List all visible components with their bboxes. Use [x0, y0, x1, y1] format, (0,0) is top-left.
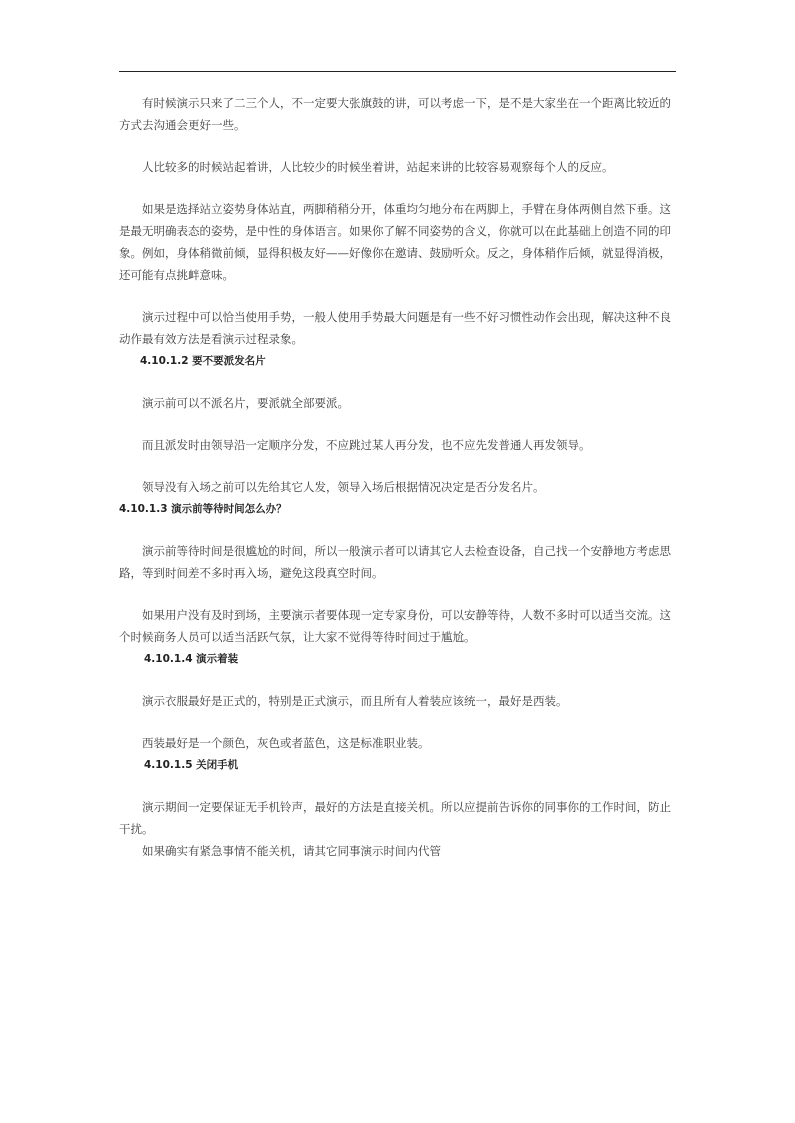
paragraph: 演示前等待时间是很尴尬的时间，所以一般演示者可以请其它人去检查设备，自己找一个安静地方考虑思路，等到时间差不多时再入场，避免这段真空时间。 [119, 544, 671, 580]
paragraph: 领导没有入场之前可以先给其它人发，领导入场后根据情况决定是否分发名片。 [142, 480, 545, 494]
section-heading: 4.10.1.2 要不要派发名片 [140, 355, 266, 367]
section-heading: 4.10.1.3 演示前等待时间怎么办？ [119, 503, 287, 515]
header-rule [119, 71, 676, 72]
section-heading: 4.10.1.4 演示着装 [144, 653, 239, 665]
document-body [119, 92, 676, 924]
paragraph: 如果是选择站立姿势身体站直，两脚稍稍分开，体重均匀地分布在两脚上，手臂在身体两侧自然下垂。这是最无明确表态的姿势，是中性的身体语言。如果你了解不同姿势的含义，你就可以在此基础上创造不同的印象。例如，身体稍微前倾，显得积极友好——好像你在邀请、鼓励听众。反之，身体稍作后倾，就显得消极，还可能有点挑衅意味。 [119, 202, 671, 282]
paragraph: 如果用户没有及时到场，主要演示者要体现一定专家身份，可以安静等待，人数不多时可以适当交流。这个时候商务人员可以适当活跃气氛，让大家不觉得等待时间过于尴尬。 [119, 608, 671, 644]
paragraph: 人比较多的时候站起着讲，人比较少的时候坐着讲，站起来讲的比较容易观察每个人的反应。 [142, 160, 614, 174]
paragraph-truncated: 如果确实有紧急事情不能关机，请其它同事演示时间内代管 [142, 844, 441, 858]
paragraph: 有时候演示只来了二三个人，不一定要大张旗鼓的讲，可以考虑一下，是不是大家坐在一个距离比较近的方式去沟通会更好一些。 [119, 96, 671, 132]
paragraph: 演示衣服最好是正式的，特别是正式演示，而且所有人着装应该统一，最好是西装。 [142, 694, 568, 708]
paragraph: 演示期间一定要保证无手机铃声，最好的方法是直接关机。所以应提前告诉你的同事你的工作时间，防止干扰。 [119, 800, 671, 836]
paragraph: 演示过程中可以恰当使用手势，一般人使用手势最大问题是有一些不好习惯性动作会出现，解决这种不良动作最有效方法是看演示过程录象。 [119, 310, 671, 346]
paragraph: 而且派发时由领导沿一定顺序分发，不应跳过某人再分发，也不应先发普通人再发领导。 [142, 438, 591, 452]
section-heading: 4.10.1.5 关闭手机 [144, 759, 239, 771]
paragraph: 演示前可以不派名片，要派就全部要派。 [142, 396, 349, 410]
paragraph: 西装最好是一个颜色，灰色或者蓝色，这是标准职业装。 [142, 736, 430, 750]
